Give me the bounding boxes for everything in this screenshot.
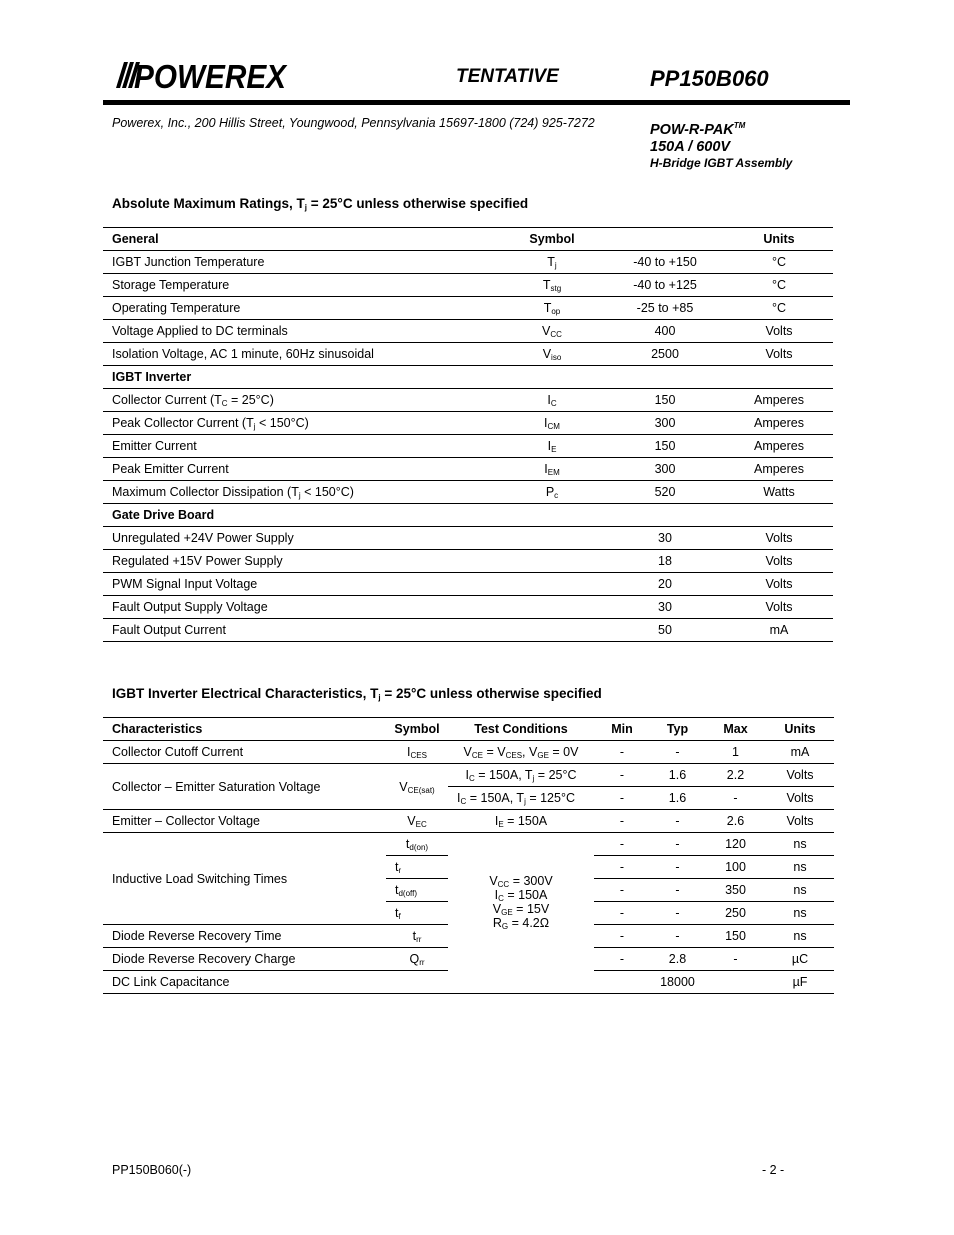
min-value: - (594, 902, 650, 925)
min-value: - (594, 787, 650, 810)
units-value: mA (766, 741, 834, 764)
tentative-label: TENTATIVE (456, 66, 559, 87)
header-typ: Typ (650, 718, 705, 741)
symbol (499, 550, 605, 573)
min-value: - (594, 925, 650, 948)
header-max: Max (705, 718, 766, 741)
symbol (499, 573, 605, 596)
rating-name: IGBT Junction Temperature (103, 251, 499, 274)
max-value: 150 (705, 925, 766, 948)
max-value: 250 (705, 902, 766, 925)
rating-name: Unregulated +24V Power Supply (103, 527, 499, 550)
units-value: °C (725, 274, 833, 297)
switching-test-conditions: $V_{CC} = 300V$ $I_C = 150A$ $V_{GE} = 15V$ $R_G = 4.2\Omega$ (489, 873, 553, 931)
table-row (103, 343, 833, 366)
units-value: Volts (766, 810, 834, 833)
typ-value: 1.6 (650, 764, 705, 787)
units-value: Volts (766, 764, 834, 787)
table-row (103, 596, 833, 619)
test-condition: $I_C = 150A$, $T_j = 125^\circ C$ (448, 787, 594, 810)
header-units: Units (725, 228, 833, 251)
units-value: Volts (725, 596, 833, 619)
char-name: Inductive Load Switching Times (103, 833, 386, 925)
table-row (103, 619, 833, 642)
min-value: - (594, 879, 650, 902)
units-value: °C (725, 251, 833, 274)
rating-value: -40 to +150 (605, 251, 725, 274)
units-value: °C (725, 297, 833, 320)
symbol: $V_{CE(sat)}$ (386, 764, 448, 810)
table-row (103, 297, 833, 320)
max-value: 1 (705, 741, 766, 764)
symbol: $t_r$ (386, 856, 448, 879)
units-value: Watts (725, 481, 833, 504)
symbol: $T_{stg}$ (499, 274, 605, 297)
char-name: DC Link Capacitance (103, 971, 386, 994)
typ-value: - (650, 810, 705, 833)
rating-value: -40 to +125 (605, 274, 725, 297)
rating-value: 300 (605, 412, 725, 435)
units-value (725, 366, 833, 389)
section-subheading: Gate Drive Board (103, 504, 499, 527)
symbol: $I_{CM}$ (499, 412, 605, 435)
rating-name: Maximum Collector Dissipation $(T_j < 150^\circ C)$ (103, 481, 499, 504)
table-header-row (103, 228, 833, 251)
table-row (103, 274, 833, 297)
svg-text:POWEREX: POWEREX (134, 58, 288, 92)
footer-page-number: - 2 - (762, 1163, 785, 1177)
footer-part-number: PP150B060(-) (112, 1163, 192, 1177)
min-value: - (594, 741, 650, 764)
symbol: $I_{EM}$ (499, 458, 605, 481)
header-symbol: Symbol (499, 228, 605, 251)
char-name: Collector – Emitter Saturation Voltage (103, 764, 386, 810)
table-row (103, 527, 833, 550)
rating-name: Collector Current $(T_C = 25^\circ C)$ (103, 389, 499, 412)
table-row (103, 741, 834, 764)
typ-value: 18000 (650, 971, 705, 994)
test-condition: $V_{CE} = V_{CES}$, $V_{GE} = 0V$ (448, 741, 594, 764)
units-value: ns (766, 879, 834, 902)
brand-tm: TM (733, 121, 746, 130)
table-row (103, 435, 833, 458)
units-value: ns (766, 925, 834, 948)
header-symbol: Symbol (386, 718, 448, 741)
powerex-logo (112, 58, 290, 97)
rating-name: PWM Signal Input Voltage (103, 573, 499, 596)
symbol: $P_c$ (499, 481, 605, 504)
test-condition: $I_C = 150A$, $T_j = 25^\circ C$ (448, 764, 594, 787)
max-value: - (705, 787, 766, 810)
rating-name: Emitter Current (103, 435, 499, 458)
table-row (103, 833, 834, 856)
max-value (705, 971, 766, 994)
rating-value: 50 (605, 619, 725, 642)
absolute-max-ratings-table (103, 227, 833, 642)
table1-title: Absolute Maximum Ratings, $T_j = 25^\circ C$ unless otherwise specified (112, 196, 529, 212)
typ-value: 2.8 (650, 948, 705, 971)
rating-value: 150 (605, 435, 725, 458)
rating-value: -25 to +85 (605, 297, 725, 320)
max-value: 350 (705, 879, 766, 902)
symbol (499, 619, 605, 642)
part-number: PP150B060 (650, 66, 769, 91)
rating-value: 400 (605, 320, 725, 343)
header-value (605, 228, 725, 251)
rating-value: 2500 (605, 343, 725, 366)
rating-value: 20 (605, 573, 725, 596)
rating-value: 300 (605, 458, 725, 481)
units-value: ns (766, 833, 834, 856)
char-name: Diode Reverse Recovery Charge (103, 948, 386, 971)
table-row (103, 481, 833, 504)
header-rule (103, 100, 850, 105)
rating-name: Peak Emitter Current (103, 458, 499, 481)
rating-value (605, 366, 725, 389)
header-general: General (103, 228, 499, 251)
units-value: ns (766, 856, 834, 879)
symbol: $V_{CC}$ (499, 320, 605, 343)
table-row (103, 251, 833, 274)
char-name: Diode Reverse Recovery Time (103, 925, 386, 948)
table-row (103, 366, 833, 389)
units-value: Volts (725, 527, 833, 550)
header-units: Units (766, 718, 834, 741)
test-condition: $I_E = 150A$ (448, 810, 594, 833)
min-value: - (594, 833, 650, 856)
typ-value: 1.6 (650, 787, 705, 810)
header-characteristics: Characteristics (103, 718, 386, 741)
units-value: Volts (725, 320, 833, 343)
char-name: Collector Cutoff Current (103, 741, 386, 764)
symbol: $I_{CES}$ (386, 741, 448, 764)
typ-value: - (650, 879, 705, 902)
symbol (386, 971, 448, 994)
units-value: Volts (725, 573, 833, 596)
char-name: Emitter – Collector Voltage (103, 810, 386, 833)
powerex-logo-graphic (112, 58, 290, 92)
symbol: $t_{d(off)}$ (386, 879, 448, 902)
typ-value: - (650, 925, 705, 948)
symbol (499, 366, 605, 389)
rating-name: Peak Collector Current $(T_j < 150^\circ C)$ (103, 412, 499, 435)
symbol: $t_{rr}$ (386, 925, 448, 948)
rating-value: 30 (605, 596, 725, 619)
symbol: $t_{d(on)}$ (386, 833, 448, 856)
units-value: Amperes (725, 389, 833, 412)
max-value: - (705, 948, 766, 971)
table-row (103, 573, 833, 596)
table-row (103, 320, 833, 343)
symbol: $V_{iso}$ (499, 343, 605, 366)
rating-name: Voltage Applied to DC terminals (103, 320, 499, 343)
symbol: $I_E$ (499, 435, 605, 458)
symbol (499, 504, 605, 527)
rating-name: Fault Output Supply Voltage (103, 596, 499, 619)
table-header-row (103, 718, 834, 741)
symbol (499, 527, 605, 550)
table2-title: IGBT Inverter Electrical Characteristics, $T_j = 25^\circ C$ unless otherwise specified (112, 686, 602, 702)
rating-name: Operating Temperature (103, 297, 499, 320)
rating-name: Storage Temperature (103, 274, 499, 297)
table-row (103, 810, 834, 833)
product-brand-block (650, 122, 792, 170)
min-value (594, 971, 650, 994)
table-row (103, 764, 834, 787)
units-value: mA (725, 619, 833, 642)
table-row (103, 412, 833, 435)
test-condition (448, 971, 594, 994)
rating-value: 150 (605, 389, 725, 412)
max-value: 2.2 (705, 764, 766, 787)
rating-value: 30 (605, 527, 725, 550)
product-description: H-Bridge IGBT Assembly (650, 156, 793, 170)
units-value: Amperes (725, 412, 833, 435)
table-row (103, 389, 833, 412)
min-value: - (594, 764, 650, 787)
brand-name: POW-R-PAK (650, 122, 734, 138)
units-value: ns (766, 902, 834, 925)
units-value: µC (766, 948, 834, 971)
max-value: 100 (705, 856, 766, 879)
typ-value: - (650, 833, 705, 856)
min-value: - (594, 810, 650, 833)
units-value: Amperes (725, 435, 833, 458)
units-value: Volts (766, 787, 834, 810)
symbol: $t_f$ (386, 902, 448, 925)
symbol: $V_{EC}$ (386, 810, 448, 833)
typ-value: - (650, 902, 705, 925)
table-row (103, 458, 833, 481)
rating-value (605, 504, 725, 527)
header-test-conditions: Test Conditions (448, 718, 594, 741)
units-value: Amperes (725, 458, 833, 481)
product-rating: 150A / 600V (650, 139, 731, 155)
units-value: µF (766, 971, 834, 994)
min-value: - (594, 948, 650, 971)
rating-name: Regulated +15V Power Supply (103, 550, 499, 573)
symbol: $I_C$ (499, 389, 605, 412)
typ-value: - (650, 741, 705, 764)
symbol: $T_j$ (499, 251, 605, 274)
electrical-characteristics-table (103, 717, 834, 994)
max-value: 120 (705, 833, 766, 856)
min-value: - (594, 856, 650, 879)
units-value: Volts (725, 343, 833, 366)
rating-value: 18 (605, 550, 725, 573)
company-address: Powerex, Inc., 200 Hillis Street, Youngwood, Pennsylvania 15697-1800 (724) 925-7272 (112, 116, 595, 130)
table-row (103, 504, 833, 527)
header-min: Min (594, 718, 650, 741)
symbol (499, 596, 605, 619)
units-value (725, 504, 833, 527)
section-subheading: IGBT Inverter (103, 366, 499, 389)
max-value: 2.6 (705, 810, 766, 833)
rating-name: Fault Output Current (103, 619, 499, 642)
symbol: $T_{op}$ (499, 297, 605, 320)
units-value: Volts (725, 550, 833, 573)
rating-name: Isolation Voltage, AC 1 minute, 60Hz sinusoidal (103, 343, 499, 366)
table-row (103, 550, 833, 573)
table-row (103, 971, 834, 994)
symbol: $Q_{rr}$ (386, 948, 448, 971)
typ-value: - (650, 856, 705, 879)
rating-value: 520 (605, 481, 725, 504)
